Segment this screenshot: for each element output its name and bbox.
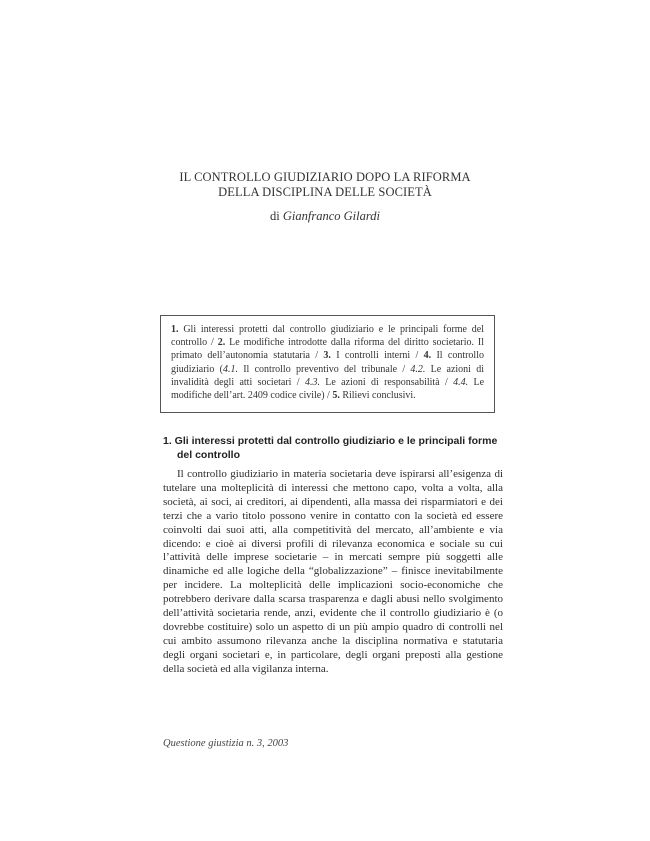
journal-citation: Questione giustizia n. 3, 2003 (163, 738, 289, 749)
article-title (150, 170, 500, 199)
toc-item-4-3: Le azioni di responsabilità / (319, 376, 454, 388)
title-line-1: IL CONTROLLO GIUDIZIARIO DOPO LA RIFORMA (179, 170, 471, 184)
section-1-heading-line-1: 1. Gli interessi protetti dal controllo giudiziario e le principali forme (163, 435, 498, 447)
author-prefix: di (270, 209, 280, 223)
title-line-2: DELLA DISCIPLINA DELLE SOCIETÀ (218, 184, 432, 199)
toc-num-3: 3. (323, 350, 331, 362)
toc-num-4-3: 4.3. (304, 376, 320, 388)
toc-item-4-2: Le azioni di invalidità degli atti societari / (171, 363, 485, 388)
author-name: Gianfranco Gilardi (282, 209, 380, 223)
toc-num-4-1: 4.1. (222, 363, 238, 375)
toc-item-4: Il controllo giudiziario ( (171, 350, 484, 375)
toc-item-1: Gli interessi protetti dal controllo giudiziario e le principali forme del controllo / (171, 324, 485, 349)
toc-item-5: Rilievi conclusivi. (342, 390, 416, 402)
author-line (150, 209, 500, 224)
table-of-contents (160, 315, 495, 413)
toc-item-2: Le modifiche introdotte dalla riforma del diritto societario. Il primato dell’autonomia statutaria / (171, 337, 485, 362)
section-1-heading-line-2: del controllo (177, 449, 240, 461)
toc-item-3: I controlli interni / (336, 350, 424, 362)
toc-num-1: 1. (171, 324, 179, 335)
section-1-paragraph: Il controllo giudiziario in materia societaria deve ispirarsi all’esigenza di tutelare una molteplicità di interessi che mettono capo, volta a volta, alla società, ai soci, ai creditori, ai dipendenti, alla massa dei risparmiatori e dei terzi che a vario titolo possono venire in contatto con la società ed essere coinvolti dai suoi atti, alla competitività del mercato, all’ambiente e via dicendo: e cioè ai diversi profili di rilevanza economica e sociale su cui l’attività delle imprese societarie – in mercati sempre più soggetti alle dinamiche ed alle logiche della “globalizzazione” – finisce inevitabilmente per incidere. La molteplicità delle implicazioni socio-economiche che potrebbero derivare dalla scarsa trasparenza e dagli abusi nello svolgimento dell’attività societaria rende, anzi, evidente che il controllo giudiziario è (o dovrebbe costituire) solo un aspetto di un più ampio quadro di controlli nel cui ambito assumono rilevanza anche la disciplina normativa e statutaria degli organi societari e, in particolare, degli organi preposti alla gestione della società ed alla vigilanza interna. (163, 468, 503, 675)
toc-num-4: 4. (423, 350, 432, 362)
toc-num-2: 2. (217, 337, 226, 349)
section-1-heading (163, 434, 503, 462)
toc-num-4-2: 4.2. (410, 363, 426, 375)
toc-item-4-1: Il controllo preventivo del tribunale / (237, 363, 411, 375)
toc-num-4-4: 4.4. (453, 376, 469, 388)
toc-item-4-4: Le modifiche dell’art. 2409 codice civile) / (171, 376, 485, 402)
toc-num-5: 5. (332, 390, 340, 402)
